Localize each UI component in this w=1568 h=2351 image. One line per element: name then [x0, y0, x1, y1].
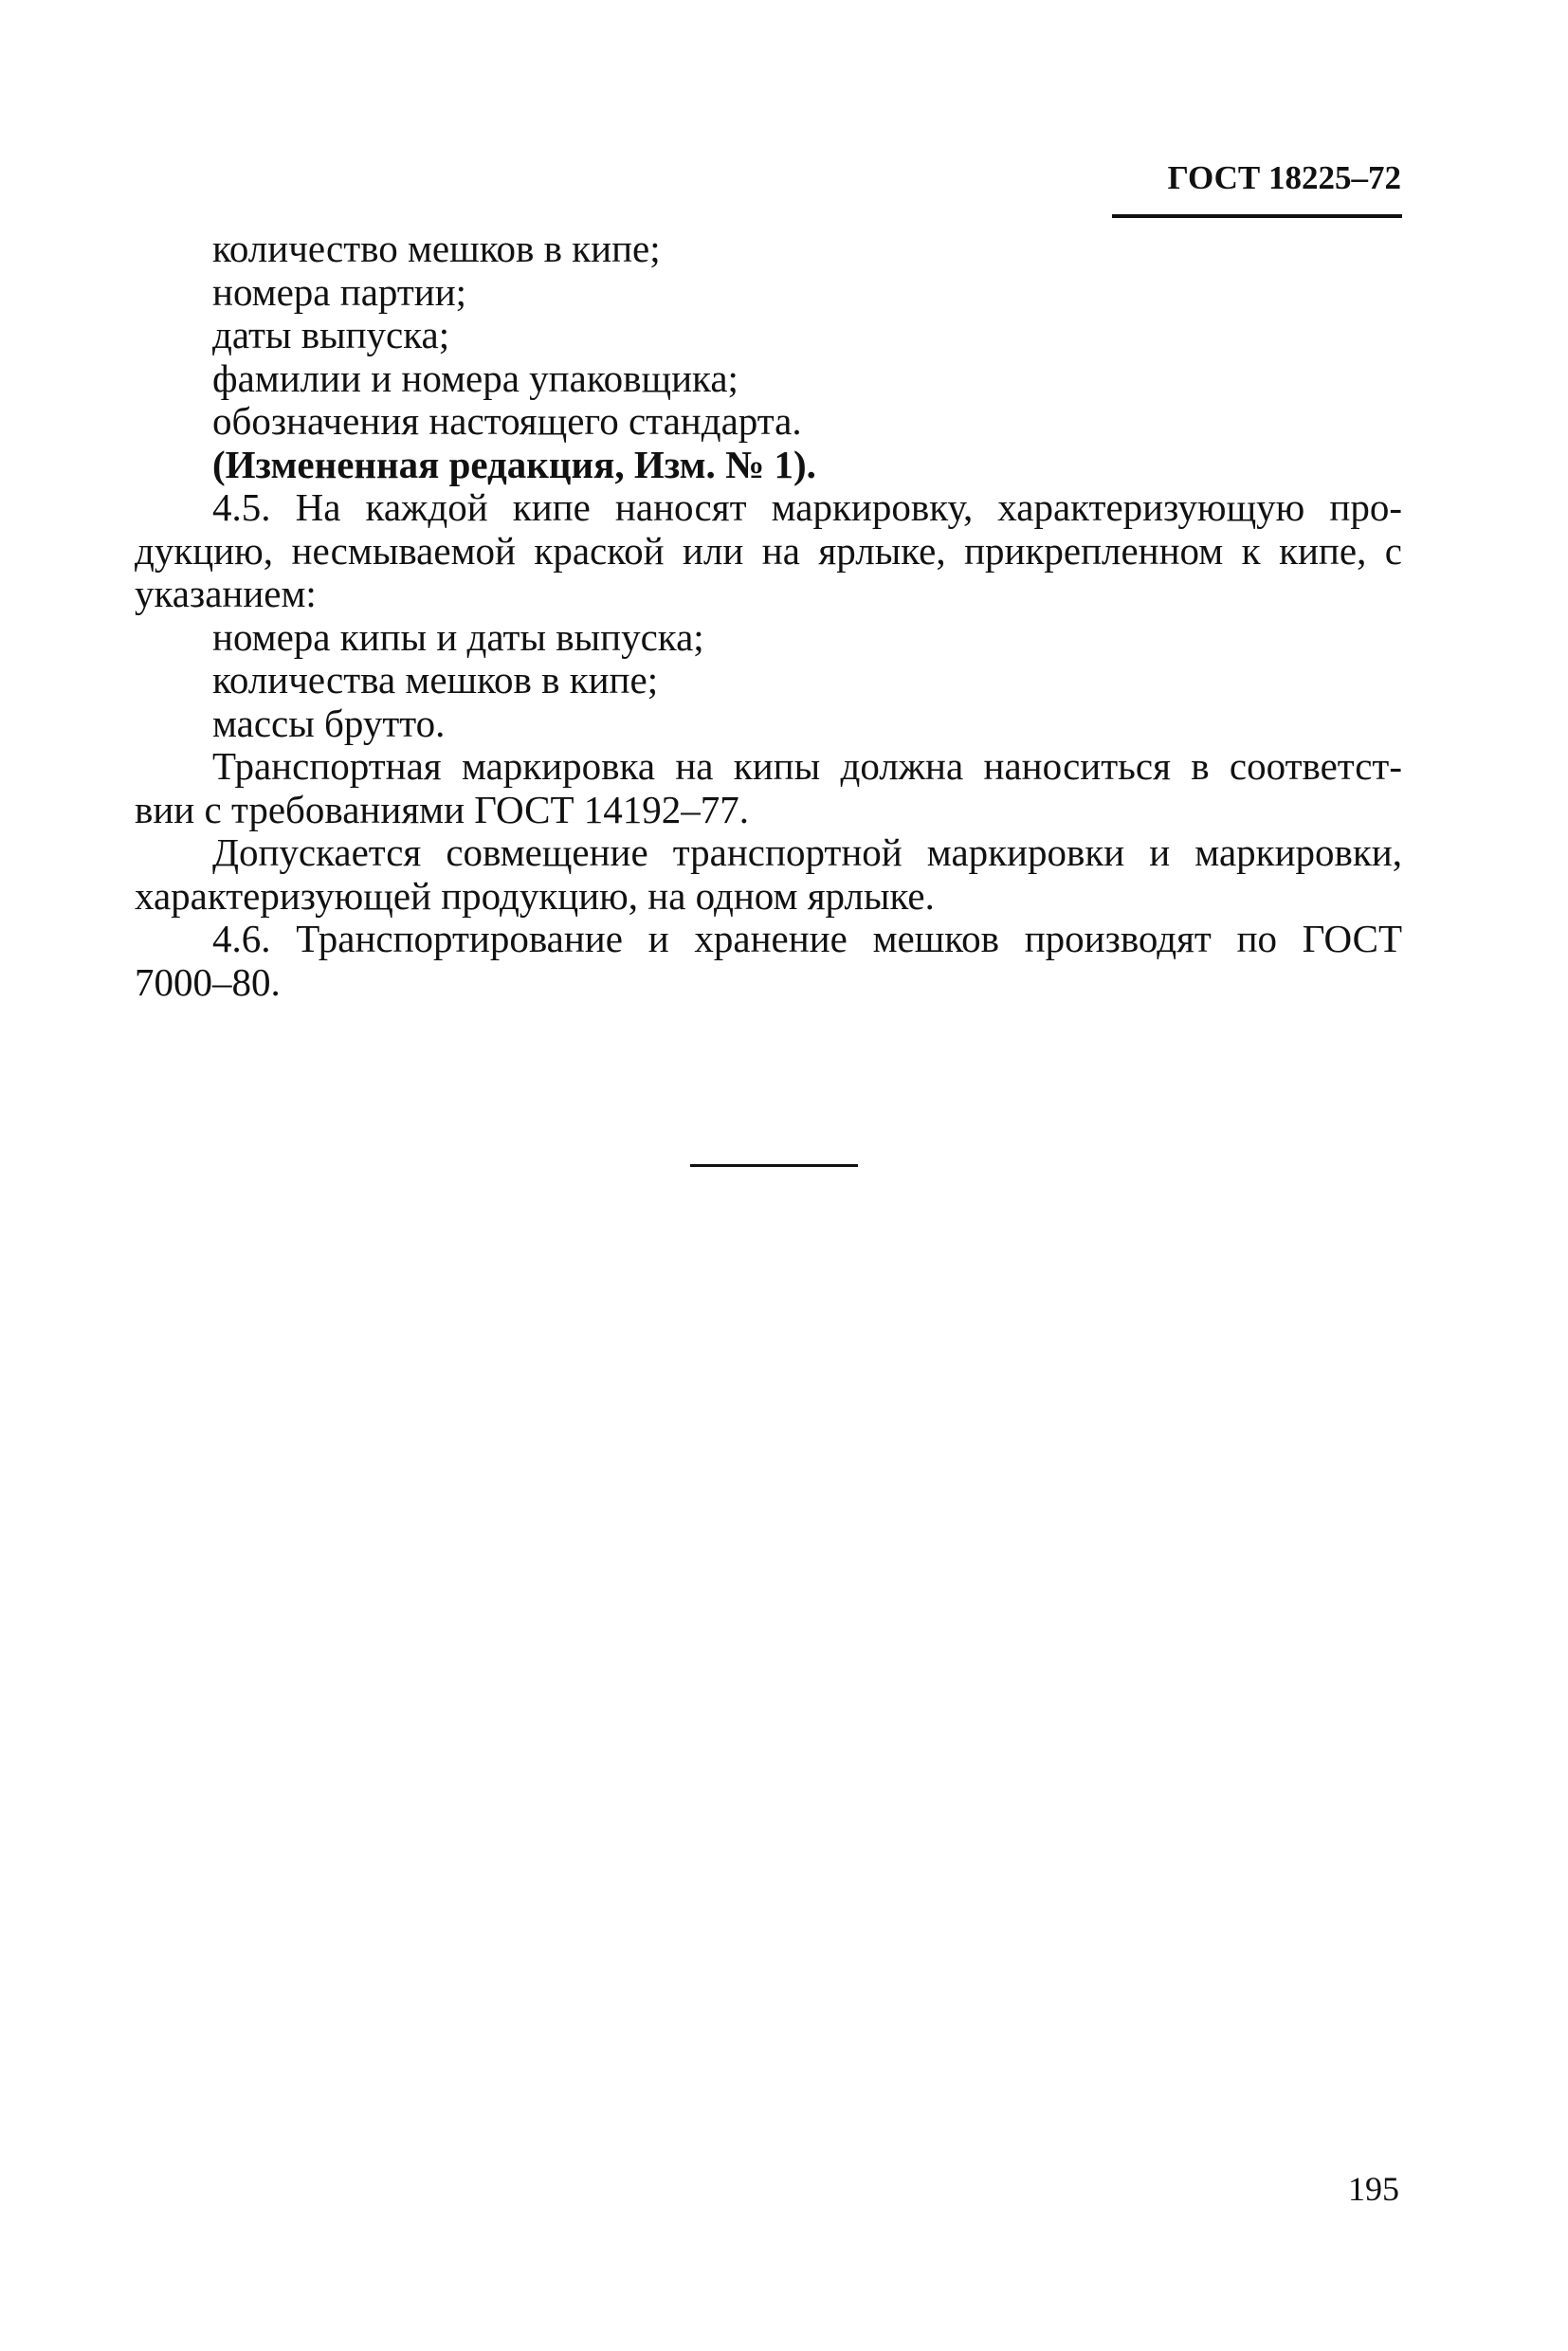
- document-body: [135, 228, 1402, 1004]
- combined-marking-line: характеризующей продукцию, на одном ярлыке.: [135, 873, 935, 918]
- transport-marking-line: вии с требованиями ГОСТ 14192–77.: [135, 787, 749, 831]
- section-end-divider: [690, 1164, 858, 1167]
- header-divider: [1112, 214, 1402, 218]
- document-header: ГОСТ 18225–72: [1167, 159, 1401, 196]
- paragraph-4-5-line: 4.5. На каждой кипе наносят маркировку, характеризующую про-: [212, 485, 1402, 529]
- page-number: 195: [1348, 2170, 1399, 2208]
- list-item: количества мешков в кипе;: [212, 658, 659, 702]
- list-item: номера кипы и даты выпуска;: [212, 614, 704, 659]
- list-item: массы брутто.: [212, 701, 446, 745]
- paragraph-4-5-line: указанием:: [135, 572, 317, 615]
- list-item: количество мешков в кипе;: [212, 227, 661, 270]
- combined-marking-line: Допускается совмещение транспортной маркировки и маркировки,: [212, 830, 1402, 874]
- list-item: даты выпуска;: [212, 313, 450, 356]
- paragraph-4-6-line: 4.6. Транспортирование и хранение мешков производят по ГОСТ: [212, 917, 1402, 960]
- amendment-note: (Измененная редакция, Изм. № 1).: [212, 442, 816, 486]
- list-item: обозначения настоящего стандарта.: [212, 399, 802, 443]
- list-item: номера партии;: [212, 269, 467, 314]
- paragraph-4-5-line: дукцию, несмываемой краской или на ярлыке, прикрепленном к кипе, с: [135, 528, 1402, 573]
- paragraph-4-6-line: 7000–80.: [135, 959, 281, 1004]
- list-item: фамилии и номера упаковщика;: [212, 355, 738, 400]
- transport-marking-line: Транспортная маркировка на кипы должна наноситься в соответст-: [212, 744, 1402, 788]
